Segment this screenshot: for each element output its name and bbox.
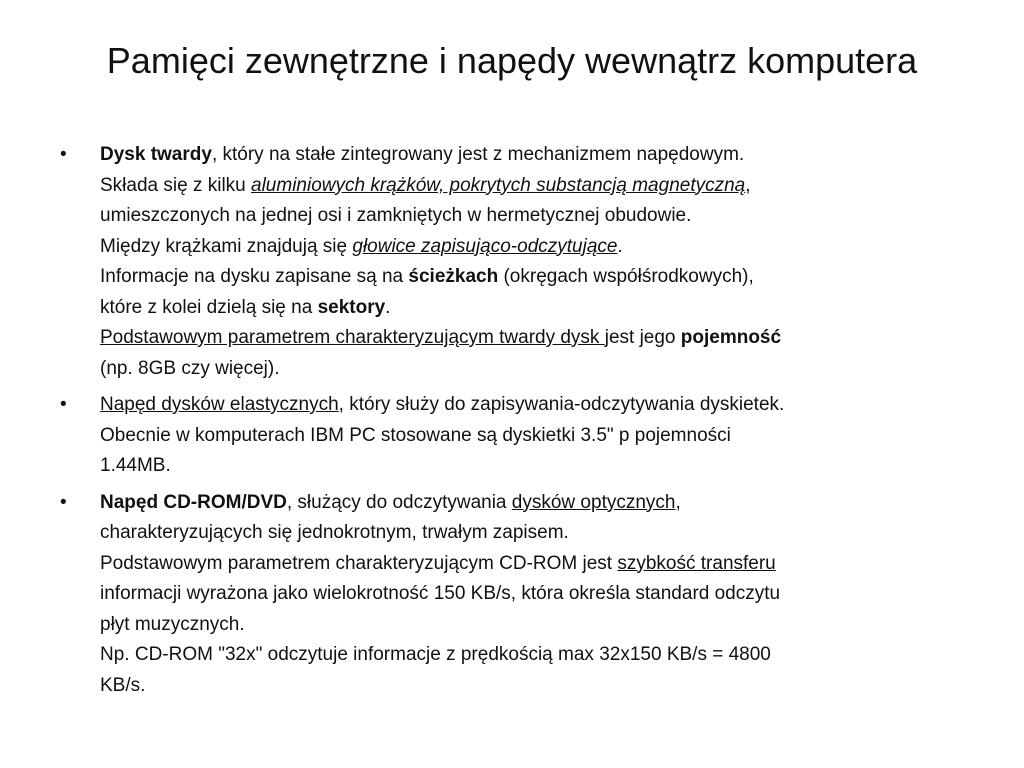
hdd-line1: , który na stałe zintegrowany jest z mechanizmem napędowym. [211,144,745,165]
hdd-sectors: sektory [317,296,386,318]
hdd-term: Dysk twardy [100,144,212,165]
hdd-heads-link[interactable]: głowice zapisująco-odczytujące [352,235,618,257]
hdd-platters-link[interactable]: aluminiowych krążków, pokrytych substancją magnetyczną [251,174,746,196]
bullet-hard-disk [60,140,960,384]
hdd-tracks: ścieżkach [408,266,499,287]
hdd-parameter-link[interactable]: Podstawowym parametrem charakteryzującym twardy dysk [100,327,605,348]
bullet-floppy-drive [60,390,960,482]
slide-title: Pamięci zewnętrzne i napędy wewnątrz komputera [106,40,918,81]
cdrom-line2: charakteryzujących się jednokrotnym, trwałym zapisem. [100,522,569,543]
bullet-icon: • [60,491,67,513]
fdd-line1: , który służy do zapisywania-odczytywania dyskietek. [338,394,785,415]
hdd-line5-pre: Informacje na dysku zapisane są na [100,266,409,287]
hdd-line3: umieszczonych na jednej osi i zamkniętych w hermetycznej obudowie. [100,205,692,226]
hdd-line2-post: , [745,174,751,196]
cdrom-optical-link[interactable]: dysków optycznych [511,491,676,513]
fdd-line2: Obecnie w komputerach IBM PC stosowane są dyskietki 3.5" p pojemności [100,424,731,446]
hdd-line7-mid: jest jego [604,327,681,348]
bullet-icon: • [60,144,67,165]
hdd-line4-pre: Między krążkami znajdują się [100,235,353,257]
bullet-list [60,140,960,707]
cdrom-line1-mid: , służący do odczytywania [286,491,512,513]
cdrom-line1-post: , [675,491,681,513]
cdrom-line4: informacji wyrażona jako wielokrotność 150 KB/s, która określa standard odczytu [100,583,781,604]
hdd-line2-pre: Składa się z kilku [100,174,252,196]
fdd-term-link[interactable]: Napęd dysków elastycznych [100,394,339,415]
bullet-icon: • [60,394,67,415]
cdrom-line6: Np. CD-ROM "32x" odczytuje informacje z prędkością max 32x150 KB/s = 4800 [100,644,771,665]
hdd-line6-post: . [385,296,391,318]
hdd-line6-pre: które z kolei dzielą się na [100,296,318,318]
hdd-line4-post: . [617,235,623,257]
hdd-capacity: pojemność [680,327,782,348]
cdrom-line5: płyt muzycznych. [100,613,245,635]
cdrom-line3-pre: Podstawowym parametrem charakteryzującym CD-ROM jest [100,552,618,574]
cdrom-transfer-link[interactable]: szybkość transferu [617,552,776,574]
cdrom-line7: KB/s. [100,674,146,696]
bullet-cdrom-drive [60,488,960,702]
hdd-line5-post: (okręgach współśrodkowych), [498,266,754,287]
hdd-line8: (np. 8GB czy więcej). [100,357,280,379]
fdd-line3: 1.44MB. [100,455,171,476]
cdrom-term: Napęd CD-ROM/DVD [100,491,287,513]
